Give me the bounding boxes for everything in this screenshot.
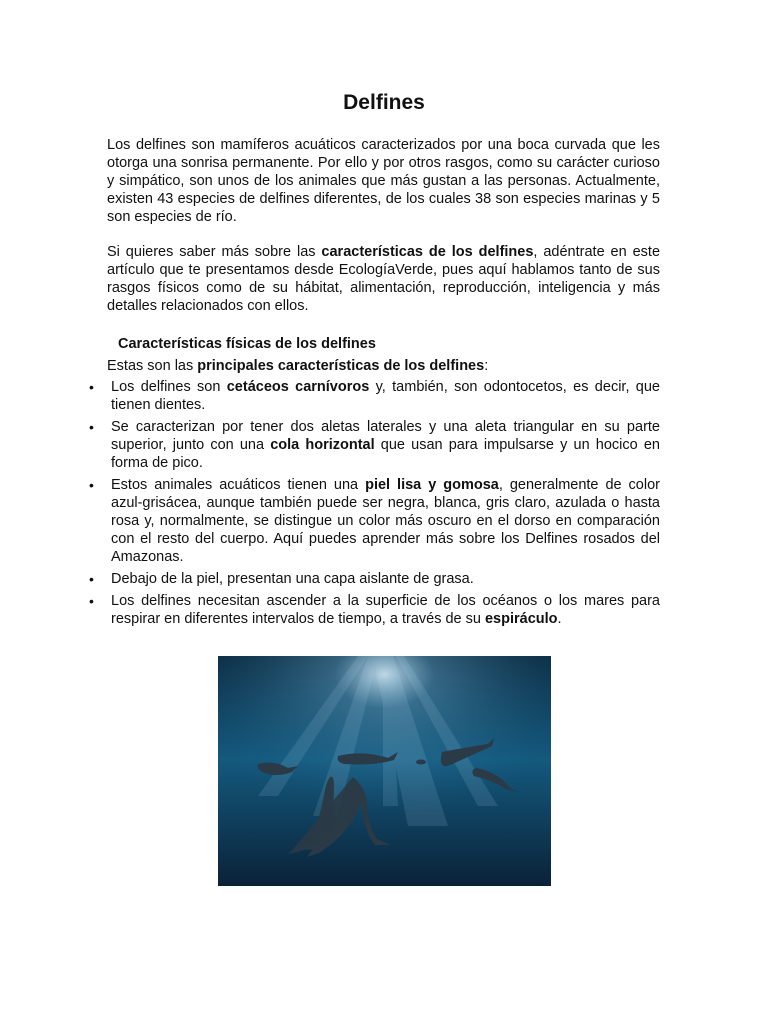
section-heading: Características físicas de los delfines bbox=[118, 336, 376, 352]
list-item bbox=[86, 378, 660, 414]
page-title: Delfines bbox=[343, 91, 425, 114]
list-item-text-end: que usan para impulsarse y un hocico en forma de pico. bbox=[111, 437, 660, 471]
list-item bbox=[86, 570, 660, 588]
list-item-text-end: . bbox=[557, 611, 562, 627]
list-item-text-end: , generalmente de color azul-grisácea, aunque también puede ser negra, blanca, gris claro, azulada o hasta rosa y, normalmente, se distingue un color más oscuro en el dorso en comparación con el resto del cuerpo. Aquí puedes aprender más sobre los Delfines rosados del Amazonas. bbox=[111, 477, 660, 565]
list-item-text: Debajo de la piel, presentan una capa aislante de grasa. bbox=[111, 571, 474, 587]
list-item bbox=[86, 476, 660, 566]
section-intro-end: : bbox=[484, 358, 489, 374]
list-item-text: Los delfines necesitan ascender a la superficie de los océanos o los mares para respirar en diferentes intervalos de tiempo, a través de su bbox=[111, 593, 660, 627]
section-intro-bold: principales características de los delfines bbox=[197, 358, 485, 374]
dolphins-photo bbox=[218, 656, 551, 886]
intro-paragraph: Los delfines son mamíferos acuáticos caracterizados por una boca curvada que les otorga una sonrisa permanente. Por ello y por otros rasgos, como su carácter curioso y simpático, son unos de los animales que más gustan a las personas. Actualmente, existen 43 especies de delfines diferentes, de los cuales 38 son especies marinas y 5 son especies de río. bbox=[107, 137, 660, 225]
list-item-text-end: y, también, son odontocetos, es decir, que tienen dientes. bbox=[111, 379, 660, 413]
section-intro-text: Estas son las bbox=[107, 358, 198, 374]
list-item-bold: cola horizontal bbox=[270, 437, 375, 453]
list-item-text: Estos animales acuáticos tienen una bbox=[111, 477, 366, 493]
list-item-text: Los delfines son bbox=[111, 379, 227, 395]
list-item-bold: piel lisa y gomosa bbox=[365, 477, 499, 493]
section-intro bbox=[107, 357, 488, 375]
features-list bbox=[86, 378, 660, 632]
second-paragraph bbox=[107, 243, 660, 315]
list-item-text: Se caracterizan por tener dos aletas laterales y una aleta triangular en su parte superior, junto con una bbox=[111, 419, 660, 453]
dolphin bbox=[416, 760, 426, 765]
second-paragraph-text: Si quieres saber más sobre las bbox=[107, 244, 322, 260]
second-paragraph-bold: características de los delfines bbox=[321, 244, 534, 260]
second-paragraph-text-end: , adéntrate en este artículo que te presentamos desde EcologíaVerde, pues aquí hablamos tanto de sus rasgos físicos como de su hábitat, alimentación, reproducción, inteligencia y más detalles relacionados con ellos. bbox=[107, 244, 661, 314]
list-item-bold: espiráculo bbox=[484, 611, 558, 627]
list-item bbox=[86, 418, 660, 472]
list-item bbox=[86, 592, 660, 628]
dolphins-illustration bbox=[218, 656, 551, 886]
list-item-bold: cetáceos carnívoros bbox=[226, 379, 370, 395]
